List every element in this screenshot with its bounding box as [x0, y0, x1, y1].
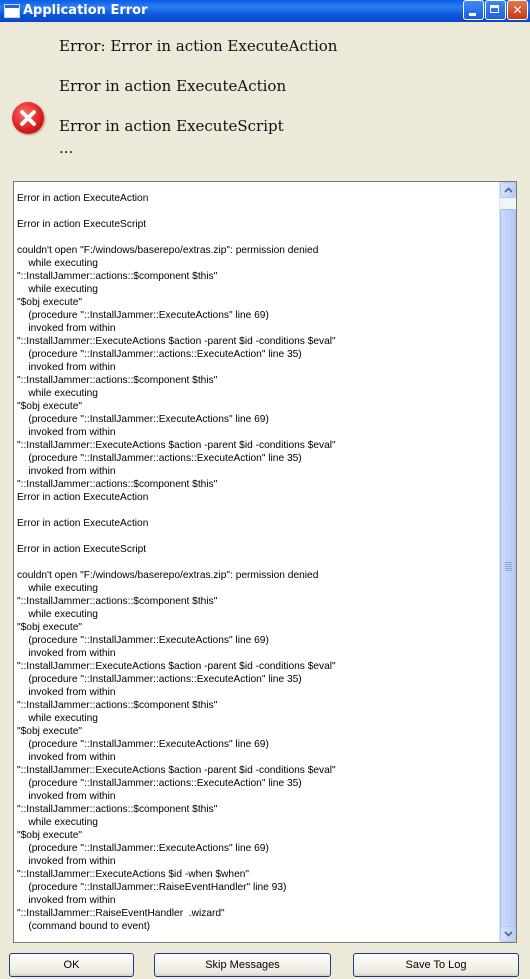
error-details-box[interactable]	[13, 181, 517, 943]
window-icon	[4, 4, 20, 18]
scroll-down-button[interactable]	[500, 926, 516, 942]
vertical-scrollbar[interactable]	[499, 182, 516, 942]
maximize-icon	[490, 5, 499, 13]
scroll-thumb[interactable]	[500, 209, 516, 929]
title-bar[interactable]	[0, 0, 530, 22]
error-details-text[interactable]: Error in action ExecuteAction Error in action ExecuteScript couldn't open "F:/windows/baserepo/extras.zip": permission denied while executing "::InstallJammer::actions::$component $this" while executing "$obj execute" (procedure "::InstallJammer::ExecuteActions" line 69) invoked from within "::InstallJammer::ExecuteActions $action -parent $id -conditions $eval" (procedure "::InstallJammer::actions::ExecuteAction" line 35) invoked from within "::InstallJammer::actions::$component $this" while executing "$obj execute" (procedure "::InstallJammer::ExecuteActions" line 69) invoked from within "::InstallJammer::ExecuteActions $action -parent $id -conditions $eval" (procedure "::InstallJammer::actions::ExecuteAction" line 35) invoked from within "::InstallJammer::actions::$component $this" Error in action ExecuteAction Error in action ExecuteAction Error in action ExecuteScript couldn't open "F:/windows/baserepo/extras.zip": permission denied while executing "::InstallJammer::actions::$component $this" while executing "$obj execute" (procedure "::InstallJammer::ExecuteActions" line 69) invoked from within "::InstallJammer::ExecuteActions $action -parent $id -conditions $eval" (procedure "::InstallJammer::actions::ExecuteAction" line 35) invoked from within "::InstallJammer::actions::$component $this" while executing "$obj execute" (procedure "::InstallJammer::ExecuteActions" line 69) invoked from within "::InstallJammer::ExecuteActions $action -parent $id -conditions $eval" (procedure "::InstallJammer::actions::ExecuteAction" line 35) invoked from within "::InstallJammer::actions::$component $this" while executing "$obj execute" (procedure "::InstallJammer::ExecuteActions" line 69) invoked from within "::InstallJammer::ExecuteActions $id -when $when" (procedure "::InstallJammer::RaiseEventHandler" line 93) invoked from within "::InstallJammer::RaiseEventHandler .wizard" (command bound to event)	[17, 193, 336, 932]
error-icon	[12, 102, 44, 134]
window-title: Application Error	[23, 3, 148, 18]
error-message-1: Error in action ExecuteAction	[59, 77, 287, 95]
scroll-up-arrow-icon	[504, 187, 513, 193]
scroll-up-button[interactable]	[500, 182, 516, 198]
scroll-grip-icon	[505, 562, 512, 571]
error-summary: Error: Error in action ExecuteAction	[59, 37, 338, 55]
error-header	[0, 22, 530, 172]
scroll-down-arrow-icon	[504, 931, 513, 937]
ok-button[interactable]: OK	[9, 953, 134, 977]
close-button[interactable]	[507, 0, 528, 20]
minimize-button[interactable]	[463, 0, 484, 20]
save-to-log-button[interactable]: Save To Log	[353, 953, 519, 977]
error-ellipsis: ...	[59, 139, 74, 157]
minimize-icon	[469, 13, 476, 16]
maximize-button[interactable]	[485, 0, 506, 20]
error-message-2: Error in action ExecuteScript	[59, 117, 284, 135]
skip-messages-button[interactable]: Skip Messages	[154, 953, 331, 977]
close-icon: ✕	[512, 3, 523, 17]
